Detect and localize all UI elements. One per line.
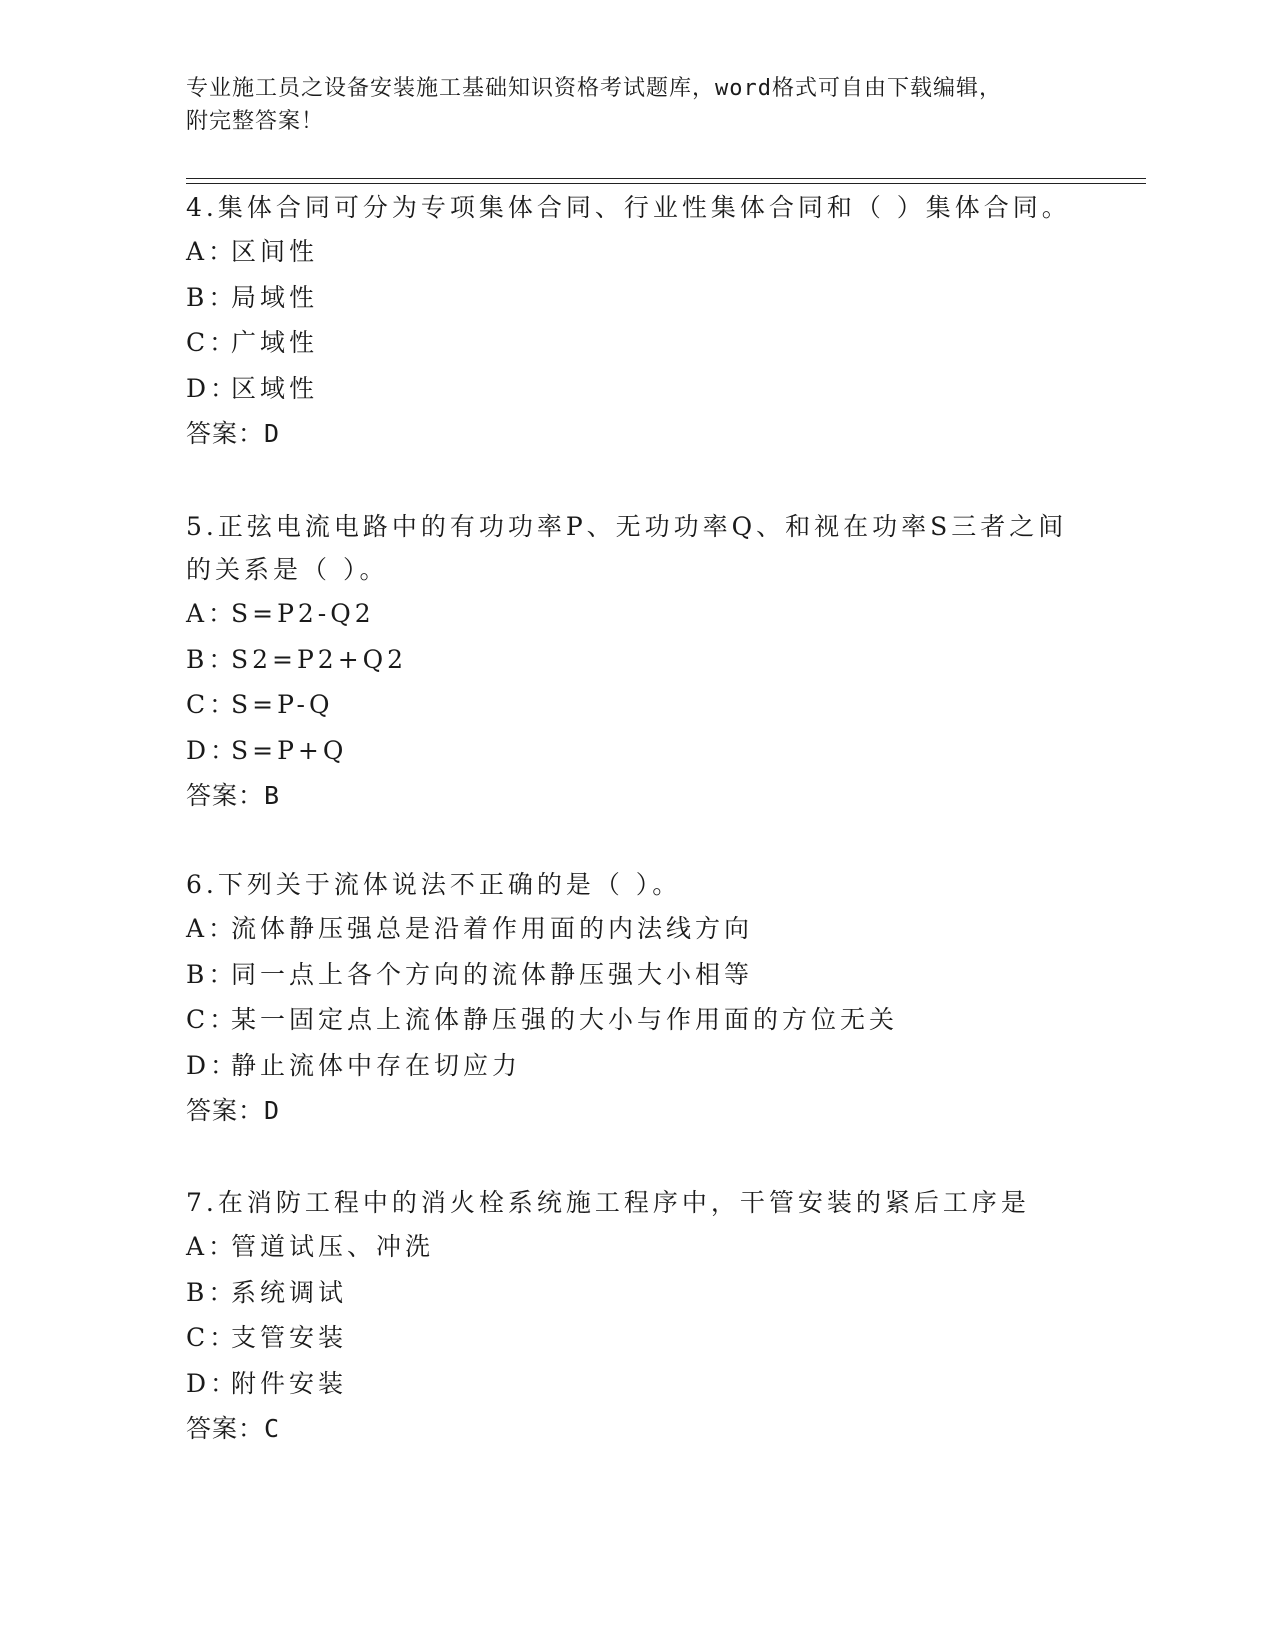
option-letter: B： <box>186 1277 238 1307</box>
option-letter: D： <box>186 1368 240 1398</box>
question-5 <box>186 505 1086 819</box>
option-text: 区域性 <box>231 373 319 403</box>
option-text: S=P2-Q2 <box>231 599 375 628</box>
option-text: S2=P2+Q2 <box>231 644 408 674</box>
question-4 <box>186 186 1086 457</box>
answer-label: 答案： <box>186 1096 265 1125</box>
answer-value: D <box>264 1096 281 1125</box>
answer-label: 答案： <box>186 419 265 448</box>
answer-line <box>186 773 1086 819</box>
option-d <box>186 366 1086 412</box>
question-7 <box>186 1181 1086 1452</box>
option-text: 区间性 <box>231 237 319 266</box>
question-stem-line-2: 的关系是（ ）。 <box>186 555 389 584</box>
option-d <box>186 728 1086 774</box>
option-text: S=P+Q <box>231 735 348 765</box>
question-6 <box>186 863 1086 1134</box>
option-letter: A： <box>186 1232 238 1261</box>
header-divider-top <box>186 178 1146 179</box>
option-letter: B： <box>186 959 238 989</box>
option-a <box>186 1224 1086 1270</box>
option-letter: C： <box>186 1323 239 1352</box>
option-text: 系统调试 <box>231 1277 348 1307</box>
answer-value: D <box>264 419 281 448</box>
option-letter: A： <box>186 237 238 266</box>
option-text: 附件安装 <box>231 1368 348 1398</box>
answer-value: B <box>264 781 281 810</box>
option-letter: A： <box>186 599 238 628</box>
header-divider-bottom <box>186 183 1146 184</box>
option-text: 支管安装 <box>231 1323 348 1352</box>
question-stem: 7.在消防工程中的消火栓系统施工程序中，干管安装的紧后工序是 <box>186 1188 1030 1217</box>
option-c <box>186 997 1086 1043</box>
option-c <box>186 1315 1086 1361</box>
option-letter: D： <box>186 735 240 765</box>
option-d <box>186 1361 1086 1407</box>
answer-line <box>186 1406 1086 1452</box>
question-stem: 4.集体合同可分为专项集体合同、行业性集体合同和（ ）集体合同。 <box>186 193 1071 222</box>
option-letter: C： <box>186 1005 239 1034</box>
option-text: 静止流体中存在切应力 <box>231 1050 522 1080</box>
option-letter: A： <box>186 914 238 943</box>
option-letter: B： <box>186 282 238 312</box>
option-text: 某一固定点上流体静压强的大小与作用面的方位无关 <box>231 1005 899 1034</box>
question-stem-line-1: 5.正弦电流电路中的有功功率P、无功功率Q、和视在功率S三者之间 <box>186 512 1068 541</box>
option-c <box>186 320 1086 366</box>
option-text: 局域性 <box>231 282 319 312</box>
question-stem: 6.下列关于流体说法不正确的是（ ）。 <box>186 870 682 899</box>
option-text: 同一点上各个方向的流体静压强大小相等 <box>231 959 754 989</box>
option-b <box>186 1270 1086 1316</box>
option-a <box>186 906 1086 952</box>
option-letter: D： <box>186 373 240 403</box>
option-letter: B： <box>186 644 238 674</box>
answer-line <box>186 411 1086 457</box>
option-a <box>186 591 1086 637</box>
option-text: 流体静压强总是沿着作用面的内法线方向 <box>231 914 754 943</box>
header-line-2: 附完整答案！ <box>186 109 325 134</box>
option-b <box>186 637 1086 683</box>
option-c <box>186 682 1086 728</box>
answer-label: 答案： <box>186 1414 265 1443</box>
option-letter: C： <box>186 328 239 357</box>
option-text: 管道试压、冲洗 <box>231 1232 435 1261</box>
option-letter: D： <box>186 1050 240 1080</box>
option-b <box>186 952 1086 998</box>
document-header <box>186 72 1066 138</box>
header-line-1: 专业施工员之设备安装施工基础知识资格考试题库，word格式可自由下载编辑， <box>186 76 1002 101</box>
answer-value: C <box>264 1414 281 1443</box>
option-d <box>186 1043 1086 1089</box>
answer-label: 答案： <box>186 781 265 810</box>
option-a <box>186 229 1086 275</box>
option-b <box>186 275 1086 321</box>
option-text: S=P-Q <box>231 690 334 719</box>
answer-line <box>186 1088 1086 1134</box>
option-letter: C： <box>186 690 239 719</box>
option-text: 广域性 <box>231 328 319 357</box>
